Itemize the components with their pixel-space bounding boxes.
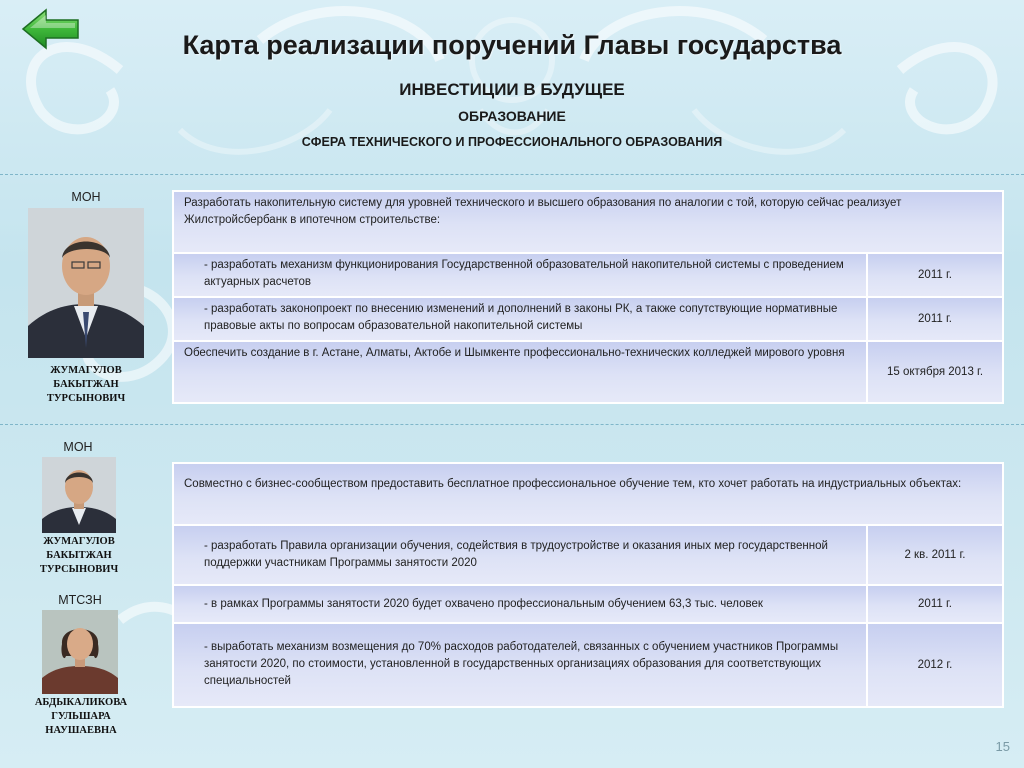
person-name: [20, 696, 142, 738]
task-text: - разработать механизм функционирования Государственной образовательной накопительной системы с проведением актуарных расчетов: [174, 254, 866, 296]
person-surname: ЖУМАГУЛОВ: [43, 536, 115, 547]
table-row: [172, 462, 1004, 526]
task-deadline: 2011 г.: [868, 586, 1002, 622]
task-deadline: 2012 г.: [868, 624, 1002, 706]
person-photo-image: [42, 610, 118, 694]
task-text: - разработать законопроект по внесению изменений и дополнений в законы РК, а также сопутствующие нормативные правовые акты по вопросам образовательной накопительной системы: [174, 298, 866, 340]
person-photo: [42, 610, 118, 694]
task-text: - разработать Правила организации обучения, содействия в трудоустройстве и оказания иных мер государственной поддержки участникам Программы занятости 2020: [174, 526, 866, 584]
person-firstname: БАКЫТЖАН: [46, 550, 112, 561]
person-patronymic: ТУРСЫНОВИЧ: [46, 393, 126, 404]
task-deadline: 15 октября 2013 г.: [868, 342, 1002, 402]
table-row: [172, 190, 1004, 254]
person-photo-image: [42, 457, 116, 533]
page-subtitle: ИНВЕСТИЦИИ В БУДУЩЕЕ: [399, 80, 625, 99]
task-text: Разработать накопительную систему для уровней технического и высшего образования по аналогии с той, которую сейчас реализует Жилстройсбербанк в ипотечном строительстве:: [174, 192, 1002, 252]
assignment-table-1: [172, 190, 1004, 404]
task-deadline: 2011 г.: [868, 254, 1002, 296]
person-firstname: БАКЫТЖАН: [53, 379, 119, 390]
task-deadline: 2 кв. 2011 г.: [868, 526, 1002, 584]
person-photo: [42, 457, 116, 533]
table-row: [172, 584, 1004, 624]
person-photo: [28, 208, 144, 358]
task-text: - в рамках Программы занятости 2020 будет охвачено профессиональным обучением 63,3 тыс. человек: [174, 586, 866, 622]
org-label: МОН: [71, 190, 101, 204]
org-label: МТСЗН: [58, 593, 102, 607]
person-surname: ЖУМАГУЛОВ: [50, 365, 122, 376]
org-label: МОН: [63, 440, 93, 454]
task-deadline: 2011 г.: [868, 298, 1002, 340]
assignment-table-2: [172, 462, 1004, 708]
table-row: [172, 622, 1004, 708]
divider: [0, 424, 1024, 425]
section-title: ОБРАЗОВАНИЕ: [458, 108, 566, 124]
task-text: - выработать механизм возмещения до 70% расходов работодателей, связанных с обучением участников Программы занятости 2020, по стоимости, установленной в государственных организациях образования для соответствующих специальностей: [174, 624, 866, 706]
page-number: 15: [995, 739, 1010, 754]
person-firstname: ГУЛЬШАРА: [51, 711, 111, 722]
task-text: Обеспечить создание в г. Астане, Алматы, Актобе и Шымкенте профессионально-технических колледжей мирового уровня: [174, 342, 866, 402]
task-text: Совместно с бизнес-сообществом предоставить бесплатное профессиональное обучение тем, кто хочет работать на индустриальных объектах:: [174, 464, 1002, 524]
person-surname: АБДЫКАЛИКОВА: [34, 697, 128, 708]
sphere-title: СФЕРА ТЕХНИЧЕСКОГО И ПРОФЕССИОНАЛЬНОГО ОБРАЗОВАНИЯ: [301, 135, 723, 149]
page-title: Карта реализации поручений Главы государства: [182, 30, 842, 60]
person-name: [20, 535, 138, 577]
table-row: [172, 252, 1004, 298]
person-patronymic: НАУШАЕВНА: [45, 725, 117, 736]
divider: [0, 174, 1024, 175]
person-photo-image: [28, 208, 144, 358]
table-row: [172, 340, 1004, 404]
table-row: [172, 296, 1004, 342]
person-patronymic: ТУРСЫНОВИЧ: [39, 564, 119, 575]
person-name: [20, 364, 152, 406]
table-row: [172, 524, 1004, 586]
